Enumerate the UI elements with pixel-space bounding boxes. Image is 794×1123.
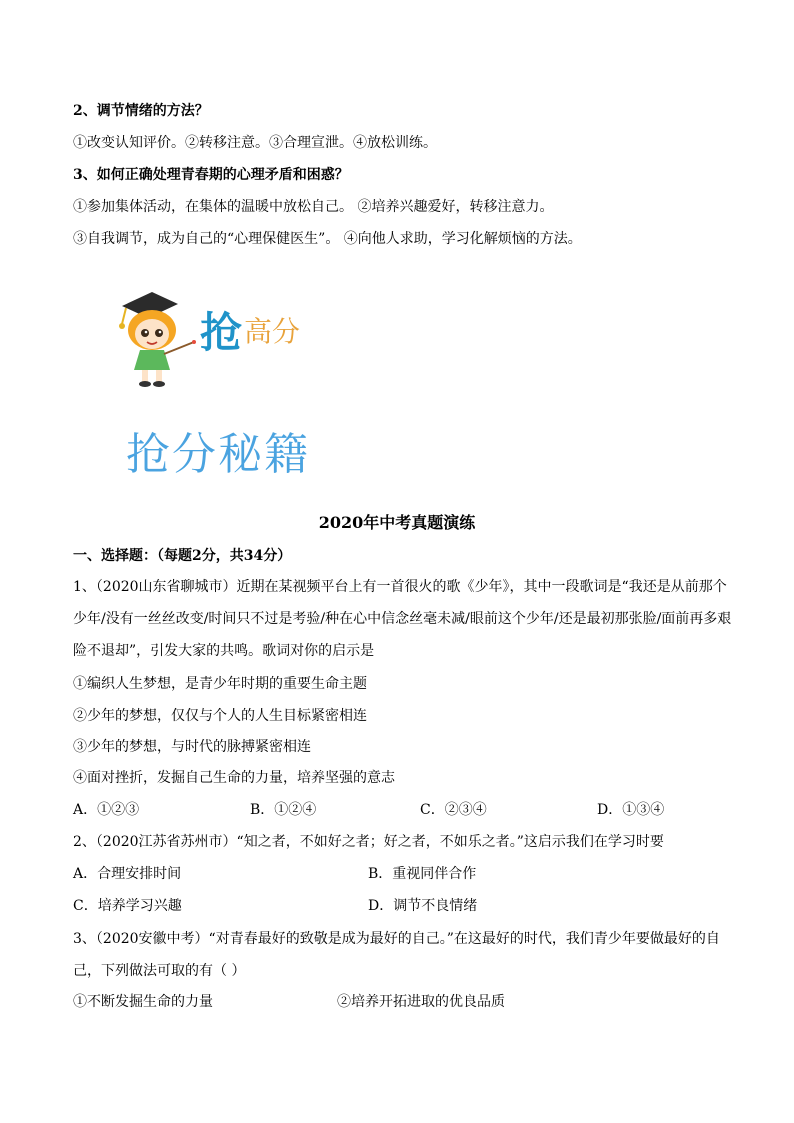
q1-line2: 少年/没有一丝丝改变/时间只不过是考验/种在心中信念丝毫未减/眼前这个少年/还是最初那张脸/面前再多艰 <box>73 611 732 627</box>
section3-line2: ③自我调节，成为自己的“心理保健医生”。 ④向他人求助，学习化解烦恼的方法。 <box>73 231 582 247</box>
q1-item-4: ④面对挫折，发掘自己生命的力量，培养坚强的意志 <box>73 770 395 786</box>
q2-line1: 2、（2020江苏省苏州市）“知之者，不如好之者；好之者，不如乐之者。”这启示我们在学习时要 <box>73 834 664 850</box>
q1-item-3: ③少年的梦想，与时代的脉搏紧密相连 <box>73 739 311 755</box>
q2-option-a: A．合理安排时间 <box>73 866 182 882</box>
q2-option-b: B．重视同伴合作 <box>368 866 477 882</box>
q1-item-2: ②少年的梦想，仅仅与个人的人生目标紧密相连 <box>73 708 367 724</box>
section-heading-choice: 一、选择题：（每题2分，共34分） <box>73 548 292 564</box>
grab-high-score-logo <box>200 300 300 360</box>
q1-line1: 1、（2020山东省聊城市）近期在某视频平台上有一首很火的歌《少年》，其中一段歌词是“我还是从前那个 <box>73 579 727 595</box>
q1-option-c: C．②③④ <box>420 802 487 818</box>
q3-line1: 3、（2020安徽中考）“对青春最好的致敬是成为最好的自己。”在这最好的时代，我们青少年要做最好的自 <box>73 931 720 947</box>
section3-heading: 3、如何正确处理青春期的心理矛盾和困惑？ <box>73 167 349 183</box>
q1-item-1: ①编织人生梦想，是青少年时期的重要生命主题 <box>73 676 367 692</box>
q3-item-1: ①不断发掘生命的力量 <box>73 994 213 1010</box>
section3-line1: ①参加集体活动，在集体的温暖中放松自己。 ②培养兴趣爱好，转移注意力。 <box>73 199 554 215</box>
section2-heading: 2、调节情绪的方法？ <box>73 103 209 119</box>
q1-option-b: B．①②④ <box>250 802 317 818</box>
score-secrets-logo: 抢分秘籍 <box>126 429 310 480</box>
q2-option-d: D．调节不良情绪 <box>368 898 478 914</box>
q3-line2: 己，下列做法可取的有（ ） <box>73 963 246 979</box>
q1-option-d: D．①③④ <box>597 802 665 818</box>
q1-line3: 险不退却”，引发大家的共鸣。歌词对你的启示是 <box>73 643 375 659</box>
q1-option-a: A．①②③ <box>73 802 140 818</box>
q2-option-c: C．培养学习兴趣 <box>73 898 182 914</box>
high-score-text: 高分 <box>244 315 301 348</box>
exam-title: 2020年中考真题演练 <box>318 513 476 532</box>
grab-char: 抢 <box>200 308 243 357</box>
mascot-girl-graduate-icon <box>112 286 202 390</box>
q3-item-2: ②培养开拓进取的优良品质 <box>337 994 505 1010</box>
section2-line1: ①改变认知评价。②转移注意。③合理宣泄。④放松训练。 <box>73 135 437 151</box>
